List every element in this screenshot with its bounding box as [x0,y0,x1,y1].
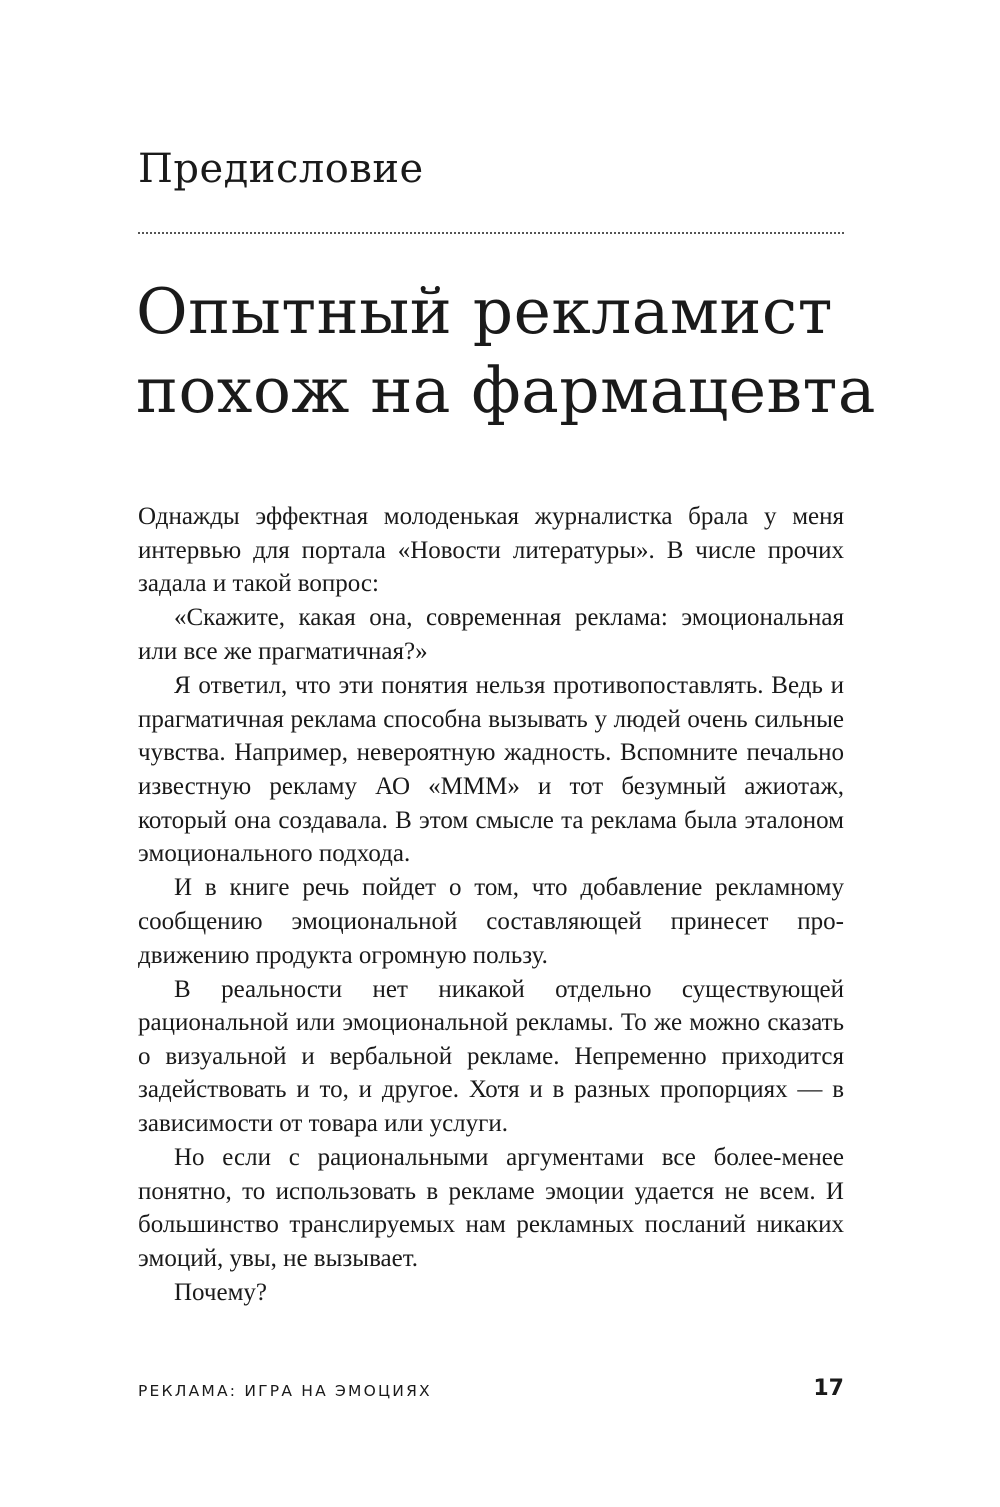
running-title: РЕКЛАМА: ИГРА НА ЭМОЦИЯХ [138,1382,432,1400]
paragraph-2: «Скажите, какая она, современная реклама: эмоциональная или все же прагматичная?» [138,604,844,665]
body-text [138,500,844,1310]
paragraph-4: И в книге речь пойдет о том, что добавление рекламному сообщению эмоциональной составляющей принесет продвижению продукта огромную пользу. [138,874,844,969]
section-label: Предисловие [138,146,424,192]
chapter-title-line-1: Опытный рекламист [136,275,833,348]
dotted-divider [138,232,844,234]
paragraph-6: Но если с рациональными аргументами все более-менее понятно, то использовать в рекламе эмоции удается не всем. И большинство транслируемых нам рекламных посланий никаких эмоций, увы, не вызывает. [138,1144,844,1273]
chapter-title [136,272,876,430]
chapter-title-line-2: похож на фармацевта [136,354,876,427]
page-number: 17 [813,1376,844,1401]
paragraph-5: В реальности нет никакой отдельно существующей рациональной или эмоциональной рекламы. То же можно сказать о визуальной и вербальной рекламе. Непременно приходится задействовать и то, и другое. Хотя и в разных пропорциях — в зависимости от товара или услуги. [138,975,844,1138]
paragraph-7: Почему? [174,1279,267,1307]
paragraph-1: Однажды эффектная молоденькая журналистка брала у меня интервью для портала «Новости литературы». В числе прочих задала и такой вопрос: [138,503,844,598]
paragraph-3: Я ответил, что эти понятия нельзя противопоставлять. Ведь и прагматичная реклама способна вызывать у людей очень сильные чувства. Например, невероятную жадность. Вспомните печально известную рекламу АО «МММ» и тот безумный ажиотаж, который она создавала. В этом смысле та реклама была эталоном эмоционального подхода. [138,672,844,868]
